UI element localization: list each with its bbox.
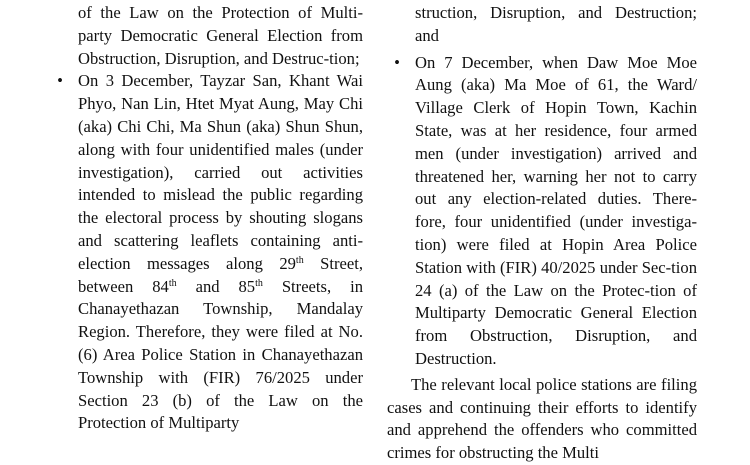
ordinal-suffix: th [255, 277, 263, 289]
continued-paragraph: struction, Disruption, and Destruction; and [415, 3, 697, 45]
list-item [387, 52, 697, 371]
bullet-marker: • [57, 71, 63, 91]
left-column [50, 2, 363, 435]
bullet-marker: • [394, 52, 400, 72]
right-column [387, 2, 697, 465]
list-item-text: On 7 December, when Daw Moe Moe Aung (aka) Ma Moe of 61, the Ward/ Village Clerk of Hopin Town, Kachin State, was at her residence, four armed men (under investigation) arrived and threatened her, warning her not to carry out any election-related duties. There-fore, four unidentified (under investiga-tion) were filed at Hopin Area Police Station with (FIR) 40/2025 under Sec-tion 24 (a) of the Law on the Protec-tion of Multiparty Democratic General Election from Obstruction, Disruption, and Destruction. [415, 52, 697, 368]
list-item-text-part: On 3 December, Tayzar San, Khant Wai Phyo, Nan Lin, Htet Myat Aung, May Chi (aka) Chi Chi, Ma Shun (aka) Shun Shun, along with four unidentified males (under investigation), carried out activities intended to mislead the public regarding the electoral process by shouting slogans and scattering leaflets containing anti-election messages along 29 [78, 71, 363, 273]
list-item-text [78, 70, 363, 435]
ordinal-suffix: th [168, 277, 177, 289]
ordinal-suffix: th [295, 254, 304, 266]
list-item-text-part: and 85 [176, 276, 256, 296]
closing-paragraph: The relevant local police stations are filing cases and continuing their efforts to identify and apprehend the offenders who committed crimes for obstructing the Multi [387, 374, 697, 463]
list-item-text-part: Street, between 84 [78, 253, 363, 296]
list-item-text-part: Streets, in Chanayethazan Township, Mandalay Region. Therefore, they were filed at No. (6) Area Police Station in Chanayethazan Township with (FIR) 76/2025 under Section 23 (b) of the Law on the Protection of Multiparty [78, 276, 364, 433]
continued-paragraph: of the Law on the Protection of Multi-party Democratic General Election from Obstruction, Disruption, and Destruc-tion; [78, 3, 363, 68]
list-item [50, 70, 363, 435]
